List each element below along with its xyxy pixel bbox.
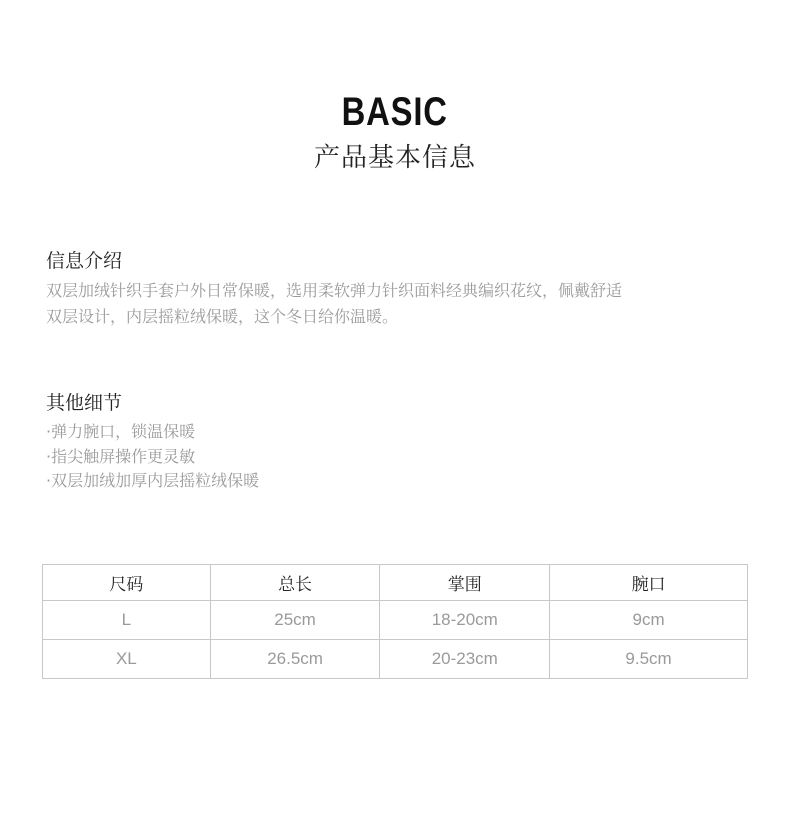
table-cell: XL [43,640,211,679]
intro-body [46,278,746,330]
details-list [46,420,746,494]
intro-line: 双层加绒针织手套户外日常保暖，选用柔软弹力针织面料经典编织花纹，佩戴舒适 [46,281,623,300]
table-cell: 26.5cm [210,640,380,679]
header [0,88,790,174]
details-item: ·双层加绒加厚内层摇粒绒保暖 [46,471,260,490]
brand-title: BASIC [341,90,449,134]
table-cell: 20-23cm [380,640,550,679]
details-item: ·指尖触屏操作更灵敏 [46,446,196,466]
details-section [46,390,746,494]
table-row [43,640,748,679]
table-header-cell: 尺码 [43,565,211,601]
intro-title: 信息介绍 [46,250,123,272]
details-title: 其他细节 [46,392,123,414]
details-item: ·弹力腕口，锁温保暖 [46,422,196,441]
table-header-row [43,565,748,601]
table-header-cell: 总长 [210,565,380,601]
intro-section [46,248,746,330]
table-row [43,601,748,640]
table-header-cell: 腕口 [550,565,748,601]
table-cell: 18-20cm [380,601,550,640]
table-cell: 25cm [210,601,380,640]
table-cell: 9cm [550,601,748,640]
table-header-cell: 掌围 [380,565,550,601]
page-subtitle: 产品基本信息 [313,143,476,173]
intro-line: 双层设计，内层摇粒绒保暖，这个冬日给你温暖。 [46,307,399,326]
table-cell: L [43,601,211,640]
size-table [42,564,748,679]
table-cell: 9.5cm [550,640,748,679]
